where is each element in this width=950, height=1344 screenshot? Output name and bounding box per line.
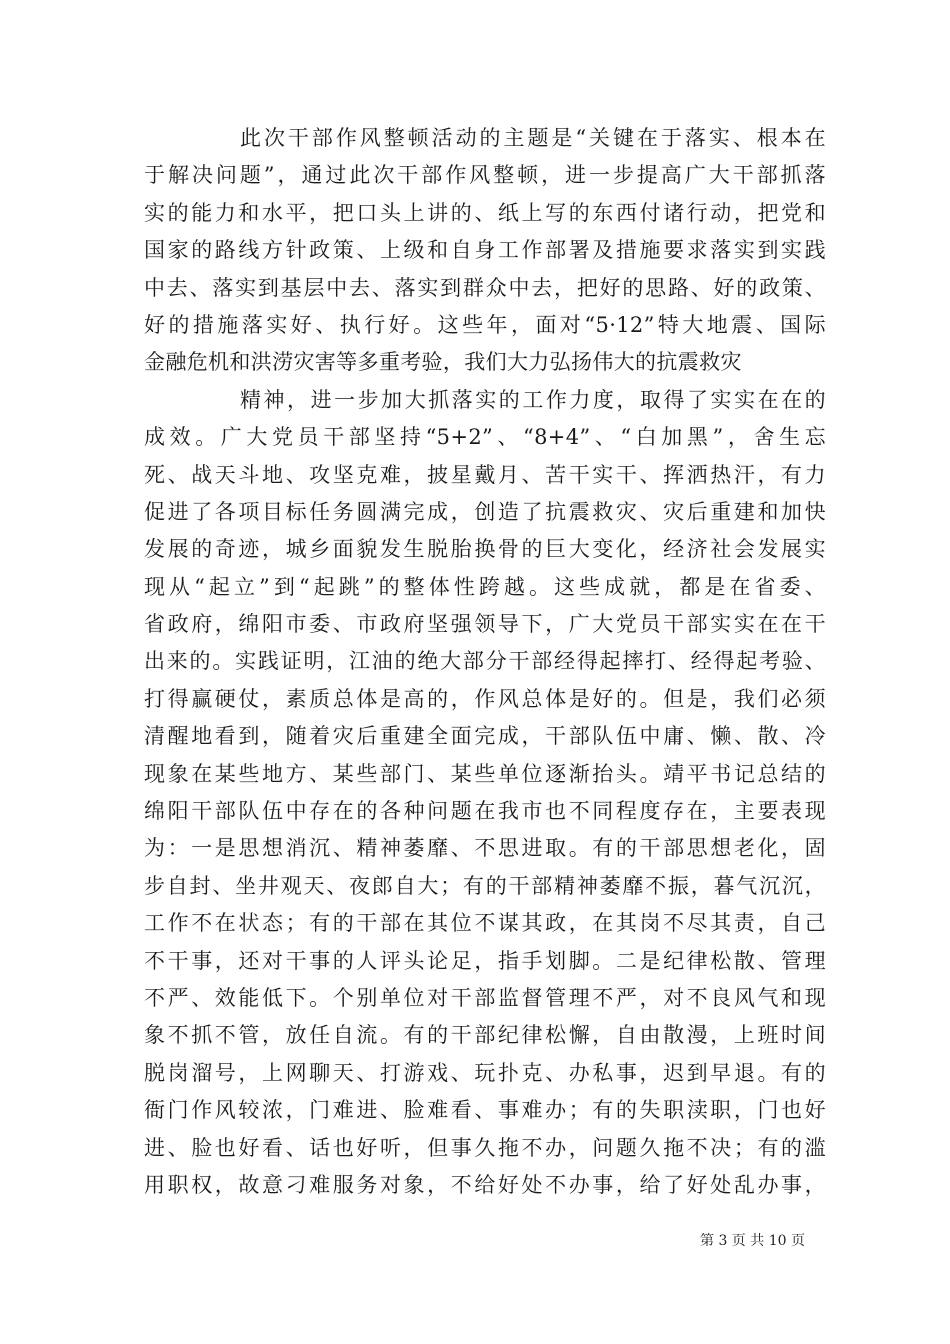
page-number: 第 3 页 共 10 页 <box>700 1233 805 1249</box>
text-line: 绵阳干部队伍中存在的各种问题在我市也不同程度存在，主要表现 <box>144 799 826 824</box>
text-line: 国家的路线方针政策、上级和自身工作部署及措施要求落实到实践 <box>144 238 826 263</box>
text-line: 省政府，绵阳市委、市政府坚强领导下，广大党员干部实实在在干 <box>144 612 826 637</box>
text-line: 打得赢硬仗，素质总体是高的，作风总体是好的。但是，我们必须 <box>144 686 826 711</box>
text-line: 金融危机和洪涝灾害等多重考验，我们大力弘扬伟大的抗震救灾 <box>144 350 742 375</box>
text-line: 衙门作风较浓，门难进、脸难看、事难办；有的失职渎职，门也好 <box>144 1098 826 1123</box>
text-line: 象不抓不管，放任自流。有的干部纪律松懈，自由散漫，上班时间 <box>144 1023 826 1048</box>
text-line: 步自封、坐井观天、夜郎自大；有的干部精神萎靡不振，暮气沉沉， <box>144 873 826 898</box>
text-line: 实的能力和水平，把口头上讲的、纸上写的东西付诸行动，把党和 <box>144 200 826 225</box>
text-line: 现象在某些地方、某些部门、某些单位逐渐抬头。靖平书记总结的 <box>144 761 826 786</box>
text-line: 出来的。实践证明，江油的绝大部分干部经得起摔打、经得起考验、 <box>144 649 826 674</box>
text-line: 清醒地看到，随着灾后重建全面完成，干部队伍中庸、懒、散、冷 <box>144 724 826 749</box>
text-line: 促进了各项目标任务圆满完成，创造了抗震救灾、灾后重建和加快 <box>144 499 826 524</box>
text-line: 发展的奇迹，城乡面貌发生脱胎换骨的巨大变化，经济社会发展实 <box>144 537 826 562</box>
text-line: 此次干部作风整顿活动的主题是“关键在于落实、根本在 <box>240 126 826 150</box>
text-line: 成效。广大党员干部坚持“5+2”、“8+4”、“白加黑”，舍生忘 <box>144 425 826 450</box>
body-text <box>144 120 826 1204</box>
text-line: 精神，进一步加大抓落实的工作力度，取得了实实在在的 <box>240 387 826 412</box>
text-line: 脱岗溜号，上网聊天、打游戏、玩扑克、办私事，迟到早退。有的 <box>144 1060 826 1085</box>
text-line: 用职权，故意刁难服务对象，不给好处不办事，给了好处乱办事， <box>144 1172 826 1197</box>
text-line: 现从“起立”到“起跳”的整体性跨越。这些成就，都是在省委、 <box>144 574 826 599</box>
text-line: 好的措施落实好、执行好。这些年，面对“5·12”特大地震、国际 <box>144 312 826 337</box>
text-line: 不干事，还对干事的人评头论足，指手划脚。二是纪律松散、管理 <box>144 948 826 973</box>
text-line: 工作不在状态；有的干部在其位不谋其政，在其岗不尽其责，自己 <box>144 911 826 936</box>
text-line: 死、战天斗地、攻坚克难，披星戴月、苦干实干、挥洒热汗，有力 <box>144 462 826 487</box>
text-line: 为：一是思想消沉、精神萎靡、不思进取。有的干部思想老化，固 <box>144 836 826 861</box>
text-line: 中去、落实到基层中去、落实到群众中去，把好的思路、好的政策、 <box>144 275 826 300</box>
text-line: 不严、效能低下。个别单位对干部监督管理不严，对不良风气和现 <box>144 985 826 1010</box>
text-line: 进、脸也好看、话也好听，但事久拖不办，问题久拖不决；有的滥 <box>144 1135 826 1160</box>
text-line: 于解决问题”，通过此次干部作风整顿，进一步提高广大干部抓落 <box>144 163 826 188</box>
